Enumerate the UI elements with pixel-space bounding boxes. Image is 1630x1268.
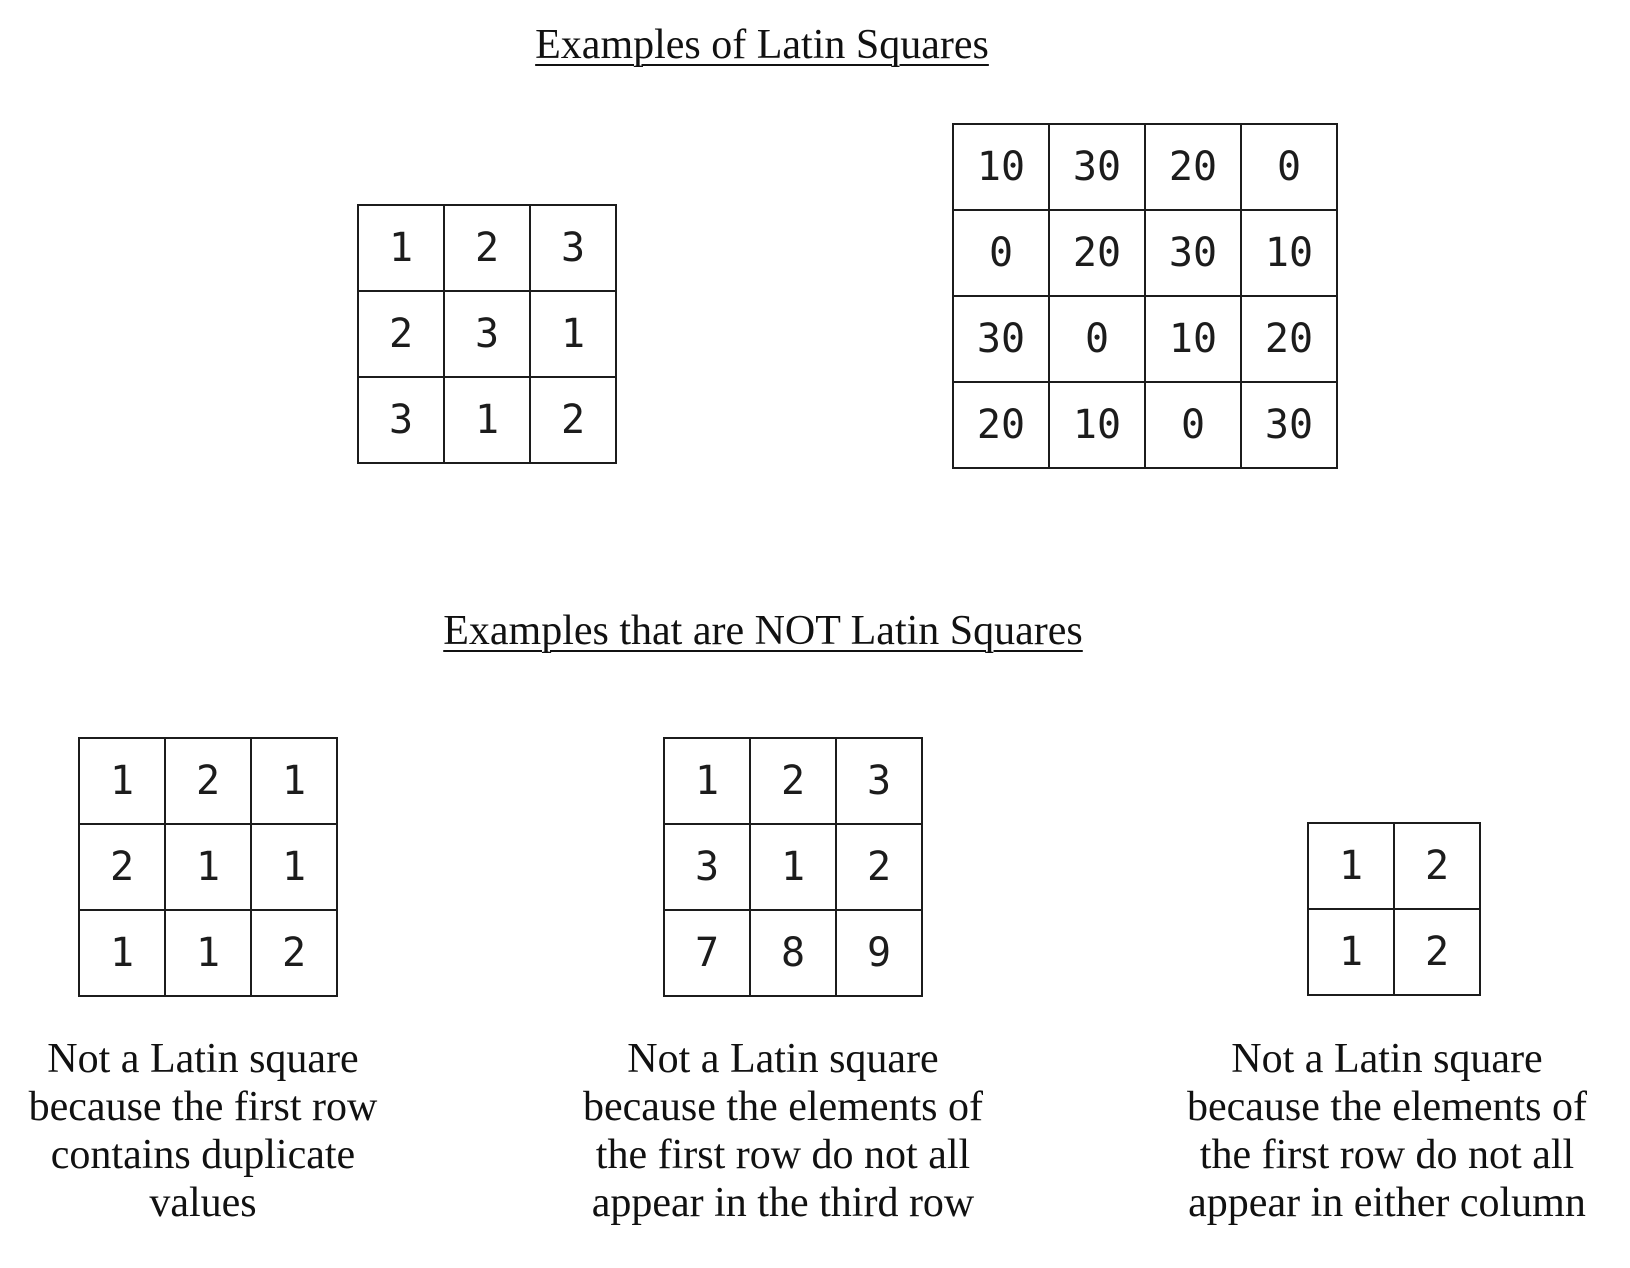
caption-line: contains duplicate [50, 1132, 356, 1178]
grid-cell: 0 [1146, 383, 1240, 467]
grid-cell: 10 [1050, 383, 1144, 467]
caption-line: the first row do not all [595, 1132, 971, 1178]
grid-cell: 2 [1395, 824, 1479, 908]
grid-cell: 20 [1242, 297, 1336, 381]
grid-cell: 3 [531, 206, 615, 290]
grid-cell: 0 [1050, 297, 1144, 381]
grid-cell: 3 [837, 739, 921, 823]
grid-cell: 2 [166, 739, 250, 823]
caption-line: Not a Latin square [627, 1036, 939, 1082]
grid-cell: 1 [80, 739, 164, 823]
grid-cell: 1 [751, 825, 835, 909]
grid-cell: 9 [837, 911, 921, 995]
grid-cell: 1 [80, 911, 164, 995]
non-latin-square-columns [1307, 822, 1481, 996]
grid-cell: 10 [1242, 211, 1336, 295]
grid-cell: 1 [252, 825, 336, 909]
caption-line: Not a Latin square [47, 1036, 359, 1082]
caption-columns [1187, 1035, 1587, 1227]
caption-line: Not a Latin square [1231, 1036, 1543, 1082]
grid-cell: 2 [1395, 910, 1479, 994]
grid-cell: 2 [252, 911, 336, 995]
section-title-latin-squares: Examples of Latin Squares [535, 22, 989, 68]
grid-cell: 1 [1309, 910, 1393, 994]
grid-cell: 7 [665, 911, 749, 995]
grid-cell: 30 [954, 297, 1048, 381]
grid-cell: 1 [252, 739, 336, 823]
caption-duplicates [29, 1035, 378, 1227]
grid-cell: 2 [531, 378, 615, 462]
grid-cell: 20 [1146, 125, 1240, 209]
grid-cell: 1 [531, 292, 615, 376]
grid-cell: 2 [751, 739, 835, 823]
grid-cell: 30 [1242, 383, 1336, 467]
grid-cell: 30 [1146, 211, 1240, 295]
grid-cell: 1 [1309, 824, 1393, 908]
grid-cell: 0 [954, 211, 1048, 295]
grid-cell: 3 [665, 825, 749, 909]
grid-cell: 1 [445, 378, 529, 462]
caption-line: values [149, 1180, 257, 1226]
grid-cell: 20 [954, 383, 1048, 467]
grid-cell: 2 [445, 206, 529, 290]
grid-cell: 1 [166, 911, 250, 995]
caption-line: because the first row [28, 1084, 378, 1130]
latin-square-3x3 [357, 204, 617, 464]
caption-line: because the elements of [583, 1084, 983, 1130]
non-latin-square-duplicates [78, 737, 338, 997]
grid-cell: 3 [359, 378, 443, 462]
grid-cell: 1 [359, 206, 443, 290]
grid-cell: 8 [751, 911, 835, 995]
grid-cell: 0 [1242, 125, 1336, 209]
caption-line: the first row do not all [1199, 1132, 1575, 1178]
caption-line: appear in either column [1188, 1180, 1586, 1226]
grid-cell: 20 [1050, 211, 1144, 295]
section-title-not-latin-squares: Examples that are NOT Latin Squares [443, 608, 1083, 654]
grid-cell: 2 [359, 292, 443, 376]
grid-cell: 1 [166, 825, 250, 909]
grid-cell: 30 [1050, 125, 1144, 209]
grid-cell: 2 [837, 825, 921, 909]
grid-cell: 2 [80, 825, 164, 909]
caption-third-row [583, 1035, 983, 1227]
grid-cell: 10 [954, 125, 1048, 209]
grid-cell: 3 [445, 292, 529, 376]
caption-line: because the elements of [1187, 1084, 1587, 1130]
caption-line: appear in the third row [591, 1180, 975, 1226]
grid-cell: 1 [665, 739, 749, 823]
grid-cell: 10 [1146, 297, 1240, 381]
non-latin-square-third-row [663, 737, 923, 997]
latin-square-4x4 [952, 123, 1338, 469]
